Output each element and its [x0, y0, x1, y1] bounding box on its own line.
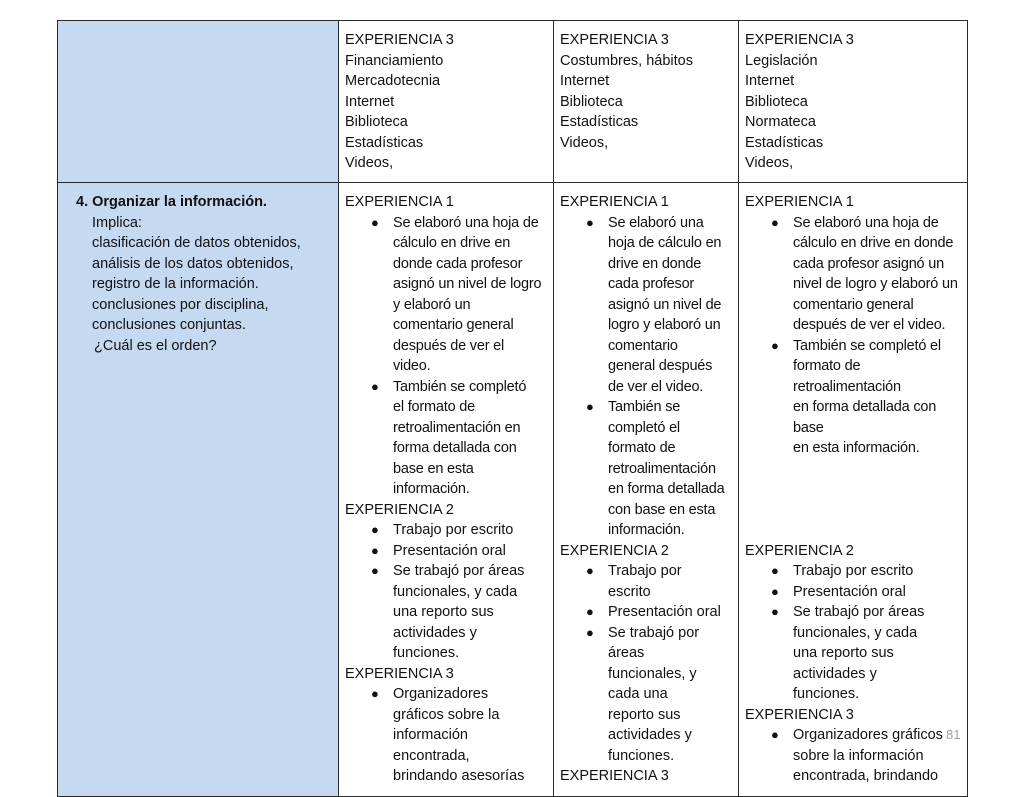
list-item-line: Presentación oral — [793, 583, 906, 600]
bullet-icon: ● — [771, 563, 779, 578]
list-item-line: Se elaboró una hoja de — [793, 214, 939, 231]
list-item-line: sobre la información — [793, 747, 924, 764]
list-item-line: comentario general — [793, 296, 914, 313]
task-cell-empty — [58, 21, 339, 183]
list-item-line: formato de — [608, 440, 676, 456]
list-item-line: cálculo en drive en donde — [793, 235, 954, 251]
list-item — [586, 397, 732, 541]
list-item-line: Trabajo por — [608, 563, 682, 579]
experience-heading: EXPERIENCIA 3 — [560, 768, 669, 784]
list-item-line: retroalimentación — [793, 378, 901, 395]
list-item-line: Se trabajó por áreas — [793, 604, 925, 620]
page-number: 81 — [946, 727, 961, 742]
bullet-list — [745, 561, 961, 705]
list-item-line: cada profesor asignó un — [793, 255, 944, 272]
resource-item: Financiamiento — [345, 52, 444, 69]
table-row — [58, 183, 968, 797]
list-item-line: y elaboró un — [393, 296, 471, 313]
list-item-line: cálculo en drive en — [393, 235, 511, 251]
experience-heading: EXPERIENCIA 2 — [345, 501, 454, 518]
list-item-line: gráficos sobre la — [393, 706, 500, 723]
bullet-list — [745, 213, 961, 459]
experience-heading: EXPERIENCIA 2 — [745, 542, 854, 559]
list-item-line: asignó un nivel de — [608, 296, 722, 313]
list-item-line: una reporto sus — [793, 645, 894, 661]
resource-item: Estadísticas — [345, 134, 424, 151]
list-item-line: funcionales, y — [608, 665, 697, 682]
list-item-line: También se completó — [393, 378, 527, 395]
experience-heading: EXPERIENCIA 3 — [745, 32, 854, 48]
list-item — [371, 684, 547, 787]
list-item-line: También se completó el — [793, 337, 941, 354]
resource-item: Internet — [560, 73, 610, 89]
list-item-line: comentario — [608, 337, 678, 354]
list-item-line: información. — [608, 522, 685, 538]
list-item-line: en esta información. — [793, 440, 920, 456]
experience-heading: EXPERIENCIA 1 — [560, 194, 669, 210]
list-item-line: Presentación oral — [393, 542, 506, 559]
list-item-line: encontrada, brindando — [793, 768, 939, 784]
list-item-line: información — [393, 727, 468, 743]
list-item-line: forma detallada con — [393, 440, 517, 456]
list-item-line: actividades y — [793, 665, 877, 682]
list-item-line: retroalimentación en — [393, 419, 521, 436]
bullet-icon: ● — [771, 583, 779, 599]
list-item — [371, 213, 547, 377]
experience-heading: EXPERIENCIA 3 — [560, 32, 669, 48]
list-item-line: escrito — [608, 583, 651, 600]
list-item-line: funcionales, y cada — [393, 583, 518, 600]
spacer — [745, 459, 961, 541]
resource-item: Biblioteca — [345, 114, 408, 130]
list-item-line: También se — [608, 399, 681, 415]
list-item — [771, 213, 961, 336]
resource-item: Internet — [345, 93, 395, 110]
experience-cell — [554, 21, 739, 183]
list-item-line: Trabajo por escrito — [393, 522, 514, 538]
bullet-list — [345, 213, 547, 500]
list-item — [586, 561, 732, 602]
experience-cell — [554, 183, 739, 797]
list-item-line: asignó un nivel de logro — [393, 276, 542, 292]
experience-cell — [739, 21, 968, 183]
list-item-line: de ver el video. — [608, 378, 704, 395]
bullet-list — [345, 684, 547, 787]
list-item-line: Trabajo por escrito — [793, 563, 914, 579]
experience-cell — [339, 21, 554, 183]
list-item-line: encontrada, — [393, 747, 470, 764]
bullet-icon: ● — [371, 214, 379, 230]
list-item-line: brindando asesorías — [393, 768, 525, 784]
list-item-line: cada profesor — [608, 276, 695, 292]
list-item — [771, 582, 961, 603]
list-item-line: funciones. — [393, 645, 460, 661]
list-item-line: comentario general — [393, 317, 514, 333]
list-item-line: general después — [608, 358, 713, 374]
experience-heading: EXPERIENCIA 1 — [745, 194, 854, 210]
resource-item: Mercadotecnia — [345, 73, 441, 89]
list-item-line: formato de — [793, 358, 861, 374]
planning-table — [57, 20, 968, 797]
resource-item: Internet — [745, 73, 795, 89]
list-item-line: Se trabajó por — [608, 624, 700, 641]
list-item-line: con base en esta — [608, 501, 716, 518]
task-line: Implica: — [92, 214, 142, 231]
list-item-line: en forma detallada con base — [793, 399, 937, 436]
list-item-line: video. — [393, 358, 431, 374]
resource-item: Costumbres, hábitos — [560, 52, 693, 69]
task-cell — [58, 183, 339, 797]
bullet-icon: ● — [586, 624, 594, 640]
resource-item: Videos, — [345, 155, 394, 171]
list-item — [586, 623, 732, 767]
bullet-icon: ● — [586, 563, 594, 578]
experience-cell — [339, 183, 554, 797]
bullet-icon: ● — [586, 604, 594, 619]
bullet-list — [560, 561, 732, 766]
task-question: ¿Cuál es el orden? — [94, 337, 217, 354]
bullet-icon: ● — [771, 214, 779, 230]
experience-heading: EXPERIENCIA 3 — [345, 32, 454, 48]
list-item-line: Presentación oral — [608, 604, 721, 620]
experience-heading: EXPERIENCIA 3 — [345, 665, 454, 682]
experience-heading: EXPERIENCIA 2 — [560, 542, 669, 559]
list-item-line: Organizadores gráficos — [793, 727, 943, 743]
list-item — [771, 336, 961, 459]
list-item-line: una reporto sus — [393, 604, 494, 620]
list-item-line: Se elaboró una — [608, 214, 704, 231]
list-item-line: Organizadores — [393, 686, 489, 702]
list-item-line: nivel de logro y elaboró un — [793, 276, 958, 292]
bullet-icon: ● — [586, 399, 594, 414]
list-item — [371, 520, 547, 541]
bullet-icon: ● — [371, 563, 379, 578]
bullet-icon: ● — [371, 378, 379, 394]
list-item-line: el formato de — [393, 399, 476, 415]
bullet-list — [345, 520, 547, 664]
list-item-line: funcionales, y cada — [793, 624, 918, 641]
task-line: conclusiones conjuntas. — [92, 317, 246, 333]
list-item — [371, 377, 547, 500]
resource-item: Videos, — [745, 155, 794, 171]
task-title: 4. Organizar la información. — [76, 194, 267, 210]
task-line: análisis de los datos obtenidos, — [92, 255, 294, 272]
table-row — [58, 21, 968, 183]
list-item — [771, 725, 961, 787]
resource-item: Normateca — [745, 114, 816, 130]
resource-item: Legislación — [745, 52, 818, 69]
experience-cell — [739, 183, 968, 797]
list-item-line: donde cada profesor — [393, 255, 523, 272]
list-item — [586, 213, 732, 398]
list-item-line: retroalimentación — [608, 460, 716, 477]
list-item-line: funciones. — [793, 686, 860, 702]
bullet-icon: ● — [371, 686, 379, 701]
experience-heading: EXPERIENCIA 3 — [745, 706, 854, 723]
bullet-list — [745, 725, 961, 787]
task-line: clasificación de datos obtenidos, — [92, 235, 301, 251]
list-item-line: cada una — [608, 686, 668, 702]
resource-item: Biblioteca — [745, 93, 808, 110]
list-item-line: después de ver el video. — [793, 317, 946, 333]
bullet-icon: ● — [586, 214, 594, 230]
bullet-icon: ● — [371, 542, 379, 558]
experience-heading: EXPERIENCIA 1 — [345, 194, 454, 210]
bullet-list — [560, 213, 732, 541]
bullet-icon: ● — [371, 522, 379, 537]
resource-item: Biblioteca — [560, 93, 623, 110]
list-item-line: base en esta — [393, 460, 474, 477]
bullet-icon: ● — [771, 337, 779, 353]
list-item — [371, 541, 547, 562]
list-item-line: en forma detallada — [608, 481, 725, 497]
list-item — [586, 602, 732, 623]
resource-item: Estadísticas — [560, 114, 639, 130]
list-item-line: logro y elaboró un — [608, 317, 721, 333]
bullet-icon: ● — [771, 727, 779, 742]
list-item — [371, 561, 547, 664]
list-item-line: completó el — [608, 419, 680, 436]
list-item-line: áreas — [608, 645, 645, 661]
list-item-line: información. — [393, 481, 470, 497]
list-item-line: hoja de cálculo en — [608, 235, 722, 251]
list-item-line: Se trabajó por áreas — [393, 563, 525, 579]
list-item-line: después de ver el — [393, 337, 505, 354]
list-item-line: reporto sus — [608, 706, 681, 723]
list-item-line: actividades y — [393, 624, 477, 641]
resource-item: Estadísticas — [745, 134, 824, 151]
list-item-line: drive en donde — [608, 255, 702, 272]
list-item — [771, 561, 961, 582]
list-item-line: funciones. — [608, 747, 675, 764]
list-item-line: Se elaboró una hoja de — [393, 214, 539, 231]
task-line: registro de la información. — [92, 276, 259, 292]
list-item-line: actividades y — [608, 727, 692, 743]
list-item — [771, 602, 961, 705]
task-line: conclusiones por disciplina, — [92, 296, 269, 313]
resource-item: Videos, — [560, 134, 609, 151]
bullet-icon: ● — [771, 604, 779, 619]
